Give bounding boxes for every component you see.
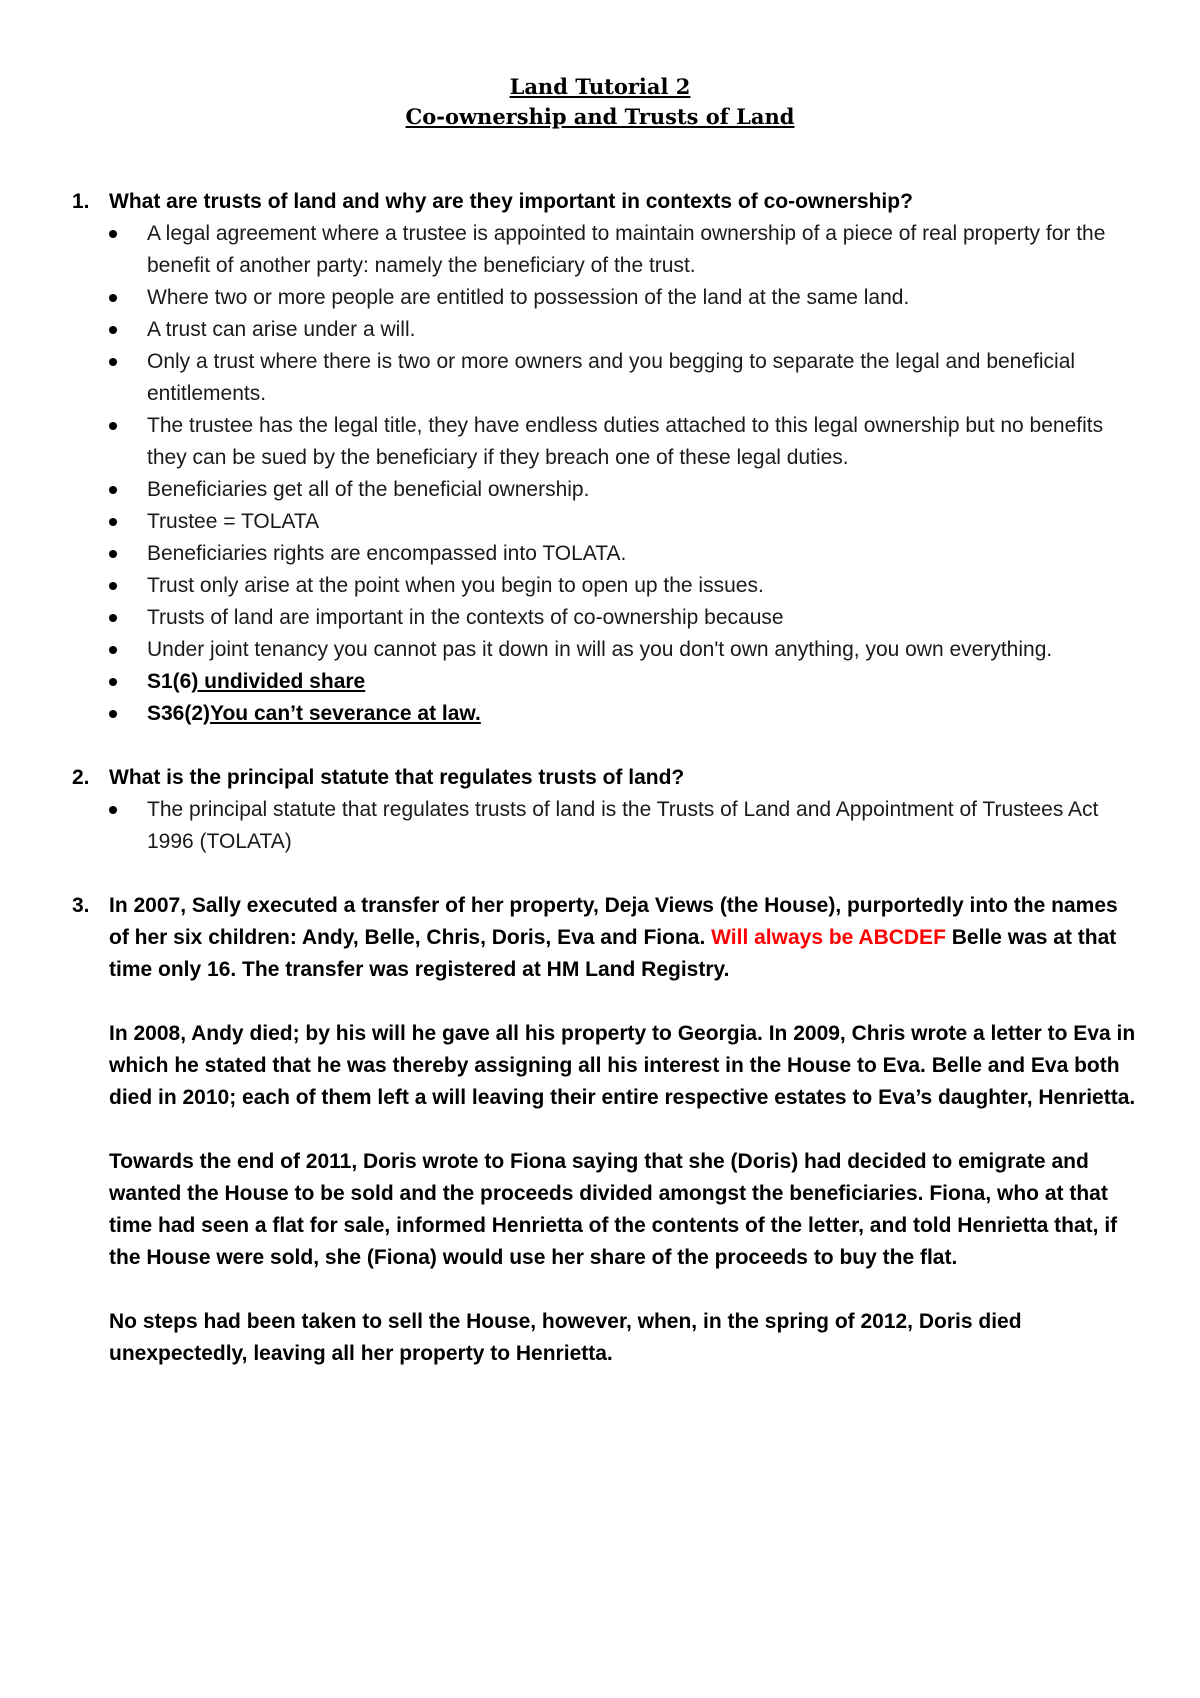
question-1	[72, 186, 1142, 730]
question-1-number: 1.	[72, 190, 90, 213]
list-item-statute-s36-2: S36(2)You can’t severance at law.	[109, 698, 1142, 730]
question-2-number: 2.	[72, 766, 90, 789]
bullet-icon	[109, 486, 117, 494]
question-3-paragraph-1: In 2007, Sally executed a transfer of her property, Deja Views (the House), purportedly into the names of her six children: Andy, Belle, Chris, Doris, Eva and Fiona. Will always be ABCDEF Belle was at that time only 16. The transfer was registered at HM Land Registry.	[109, 894, 1118, 981]
bullet-icon	[109, 614, 117, 622]
spacer	[109, 1274, 1142, 1306]
bullet-icon	[109, 358, 117, 366]
question-1-bullets	[109, 218, 1142, 730]
bullet-icon	[109, 710, 117, 718]
document-body	[72, 186, 1142, 1370]
list-item: A legal agreement where a trustee is appointed to maintain ownership of a piece of real property for the benefit of another party: namely the beneficiary of the trust.	[109, 218, 1142, 282]
bullet-icon	[109, 518, 117, 526]
list-item: The trustee has the legal title, they have endless duties attached to this legal ownership but no benefits they can be sued by the beneficiary if they breach one of these legal duties.	[109, 410, 1142, 474]
list-item: Where two or more people are entitled to possession of the land at the same land.	[109, 282, 1142, 314]
question-3-paragraph-3: Towards the end of 2011, Doris wrote to Fiona saying that she (Doris) had decided to emigrate and wanted the House to be sold and the proceeds divided amongst the beneficiaries. Fiona, who at that time had seen a flat for sale, informed Henrietta of the contents of the letter, and told Henrietta that, if the House were sold, she (Fiona) would use her share of the proceeds to buy the flat.	[109, 1150, 1118, 1269]
question-2-bullets	[109, 794, 1142, 858]
spacer	[72, 730, 1142, 762]
list-item-statute-s1-6: S1(6) undivided share	[109, 666, 1142, 698]
list-item: Under joint tenancy you cannot pas it down in will as you don't own anything, you own everything.	[109, 634, 1142, 666]
spacer	[72, 858, 1142, 890]
bullet-icon	[109, 678, 117, 686]
bullet-icon	[109, 806, 117, 814]
spacer	[109, 986, 1142, 1018]
question-3-paragraph-2: In 2008, Andy died; by his will he gave all his property to Georgia. In 2009, Chris wrote a letter to Eva in which he stated that he was thereby assigning all his interest in the House to Eva. Belle and Eva both died in 2010; each of them left a will leaving their entire respective estates to Eva’s daughter, Henrietta.	[109, 1022, 1136, 1109]
bullet-icon	[109, 646, 117, 654]
list-item: Trusts of land are important in the contexts of co-ownership because	[109, 602, 1142, 634]
annotation-red: Will always be ABCDEF	[711, 926, 946, 949]
question-3	[72, 890, 1142, 1370]
list-item: Trust only arise at the point when you begin to open up the issues.	[109, 570, 1142, 602]
list-item: A trust can arise under a will.	[109, 314, 1142, 346]
bullet-icon	[109, 326, 117, 334]
list-item: Only a trust where there is two or more owners and you begging to separate the legal and beneficial entitlements.	[109, 346, 1142, 410]
bullet-icon	[109, 230, 117, 238]
list-item: Trustee = TOLATA	[109, 506, 1142, 538]
question-1-text: What are trusts of land and why are they important in contexts of co-ownership?	[109, 190, 913, 213]
title-line-2: Co-ownership and Trusts of Land	[405, 104, 795, 129]
bullet-icon	[109, 550, 117, 558]
bullet-icon	[109, 582, 117, 590]
document-title	[0, 72, 1200, 132]
question-3-paragraph-4: No steps had been taken to sell the House, however, when, in the spring of 2012, Doris died unexpectedly, leaving all her property to Henrietta.	[109, 1310, 1022, 1365]
list-item: Beneficiaries get all of the beneficial ownership.	[109, 474, 1142, 506]
list-item: The principal statute that regulates trusts of land is the Trusts of Land and Appointment of Trustees Act 1996 (TOLATA)	[109, 794, 1142, 858]
question-2-text: What is the principal statute that regulates trusts of land?	[109, 766, 685, 789]
question-3-number: 3.	[72, 894, 90, 917]
spacer	[109, 1114, 1142, 1146]
list-item: Beneficiaries rights are encompassed into TOLATA.	[109, 538, 1142, 570]
bullet-icon	[109, 294, 117, 302]
bullet-icon	[109, 422, 117, 430]
question-2	[72, 762, 1142, 858]
title-line-1: Land Tutorial 2	[509, 74, 691, 99]
